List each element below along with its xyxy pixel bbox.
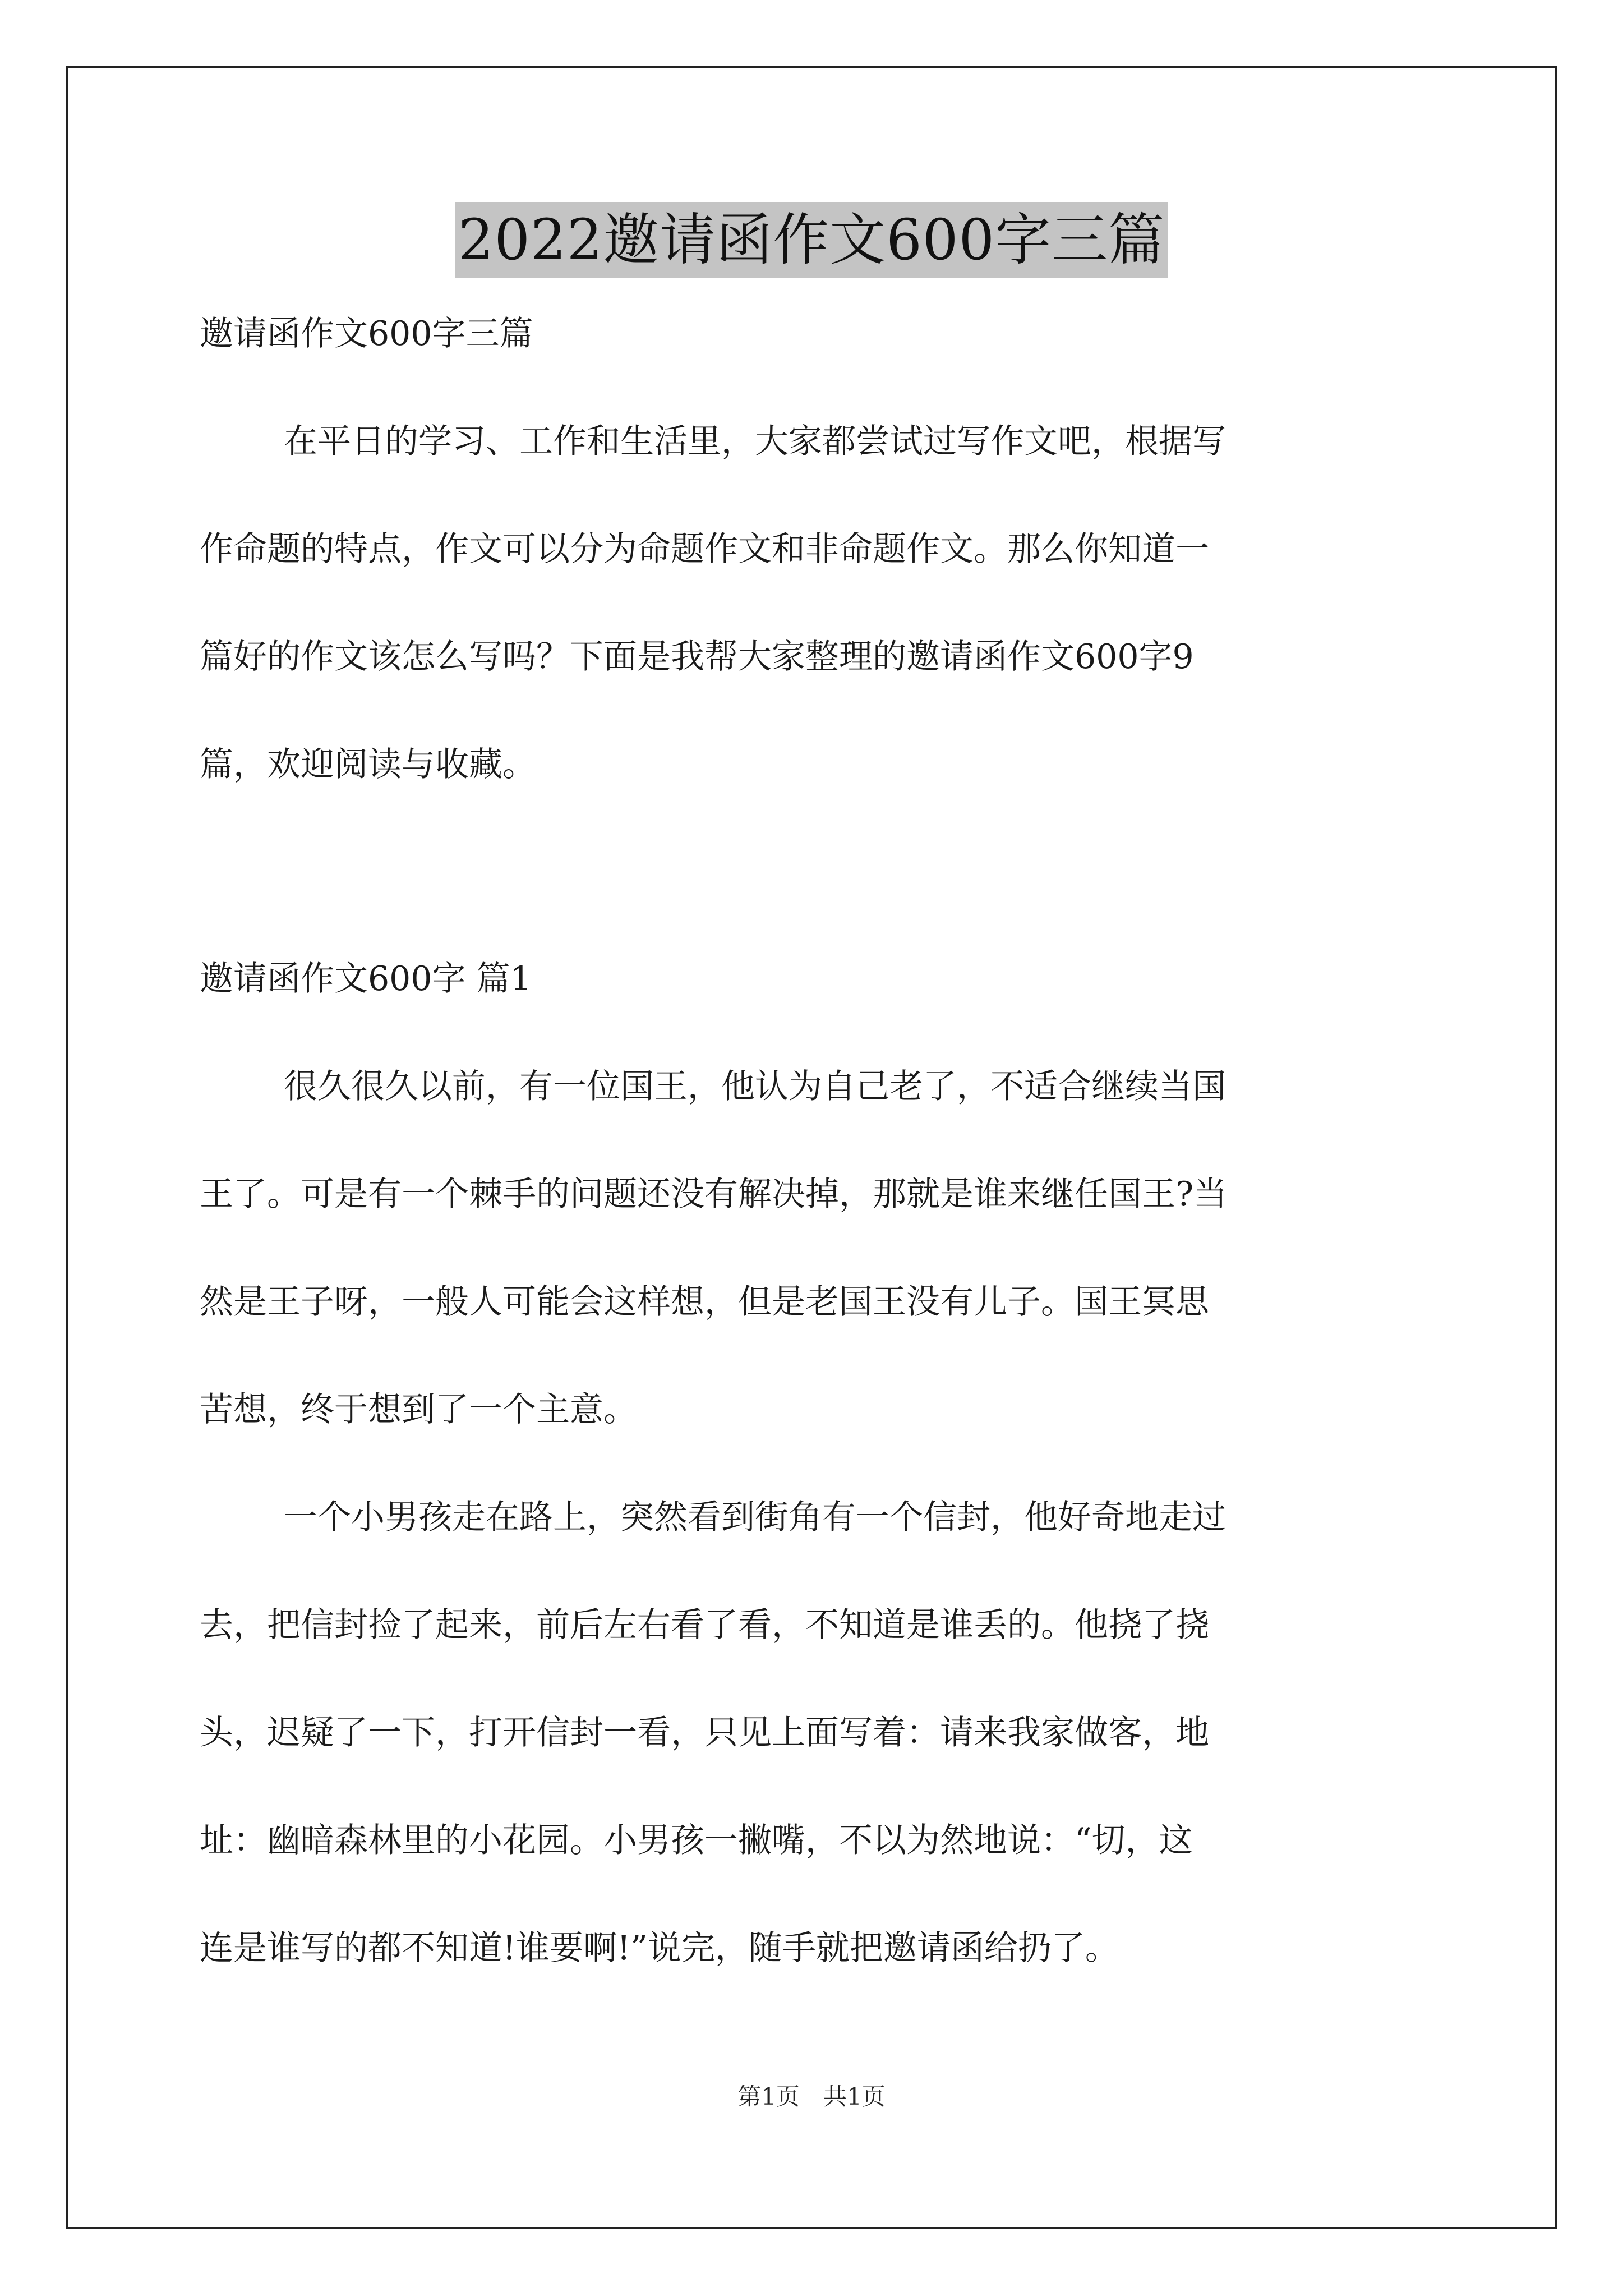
intro-paragraph-line: 作命题的特点，作文可以分为命题作文和非命题作文。那么你知道一 <box>200 530 1209 569</box>
document-body <box>200 311 1433 1971</box>
story-paragraph-line: 去，把信封捡了起来，前后左右看了看，不知道是谁丢的。他挠了挠 <box>200 1605 1209 1645</box>
story-paragraph-line: 址：幽暗森林里的小花园。小男孩一撇嘴，不以为然地说：“切，这 <box>200 1821 1193 1860</box>
intro-paragraph-line: 在平日的学习、工作和生活里，大家都尝试过写作文吧，根据写 <box>284 422 1226 461</box>
story-paragraph-line: 很久很久以前，有一位国王，他认为自己老了，不适合继续当国 <box>284 1067 1226 1106</box>
intro-paragraph-line: 篇，欢迎阅读与收藏。 <box>200 745 536 784</box>
intro-paragraph-line: 篇好的作文该怎么写吗？下面是我帮大家整理的邀请函作文600字9 <box>200 637 1194 677</box>
document-title: 2022邀请函作文600字三篇 <box>455 202 1168 278</box>
story-paragraph-line: 连是谁写的都不知道!谁要啊!”说完，随手就把邀请函给扔了。 <box>200 1929 1119 1968</box>
page-number-footer: 第1页 共1页 <box>737 2083 886 2110</box>
story-paragraph-line: 苦想，终于想到了一个主意。 <box>200 1390 637 1429</box>
story-paragraph-line: 王了。可是有一个棘手的问题还没有解决掉，那就是谁来继任国王?当 <box>200 1175 1228 1214</box>
story-paragraph-line: 一个小男孩走在路上，突然看到街角有一个信封，他好奇地走过 <box>284 1498 1226 1537</box>
title-container <box>0 202 1623 278</box>
story-paragraph-line: 然是王子呀，一般人可能会这样想，但是老国王没有儿子。国王冥思 <box>200 1282 1209 1322</box>
section-heading: 邀请函作文600字 篇1 <box>200 959 532 999</box>
subtitle-heading: 邀请函作文600字三篇 <box>200 314 533 353</box>
story-paragraph-line: 头，迟疑了一下，打开信封一看，只见上面写着：请来我家做客，地 <box>200 1713 1209 1752</box>
